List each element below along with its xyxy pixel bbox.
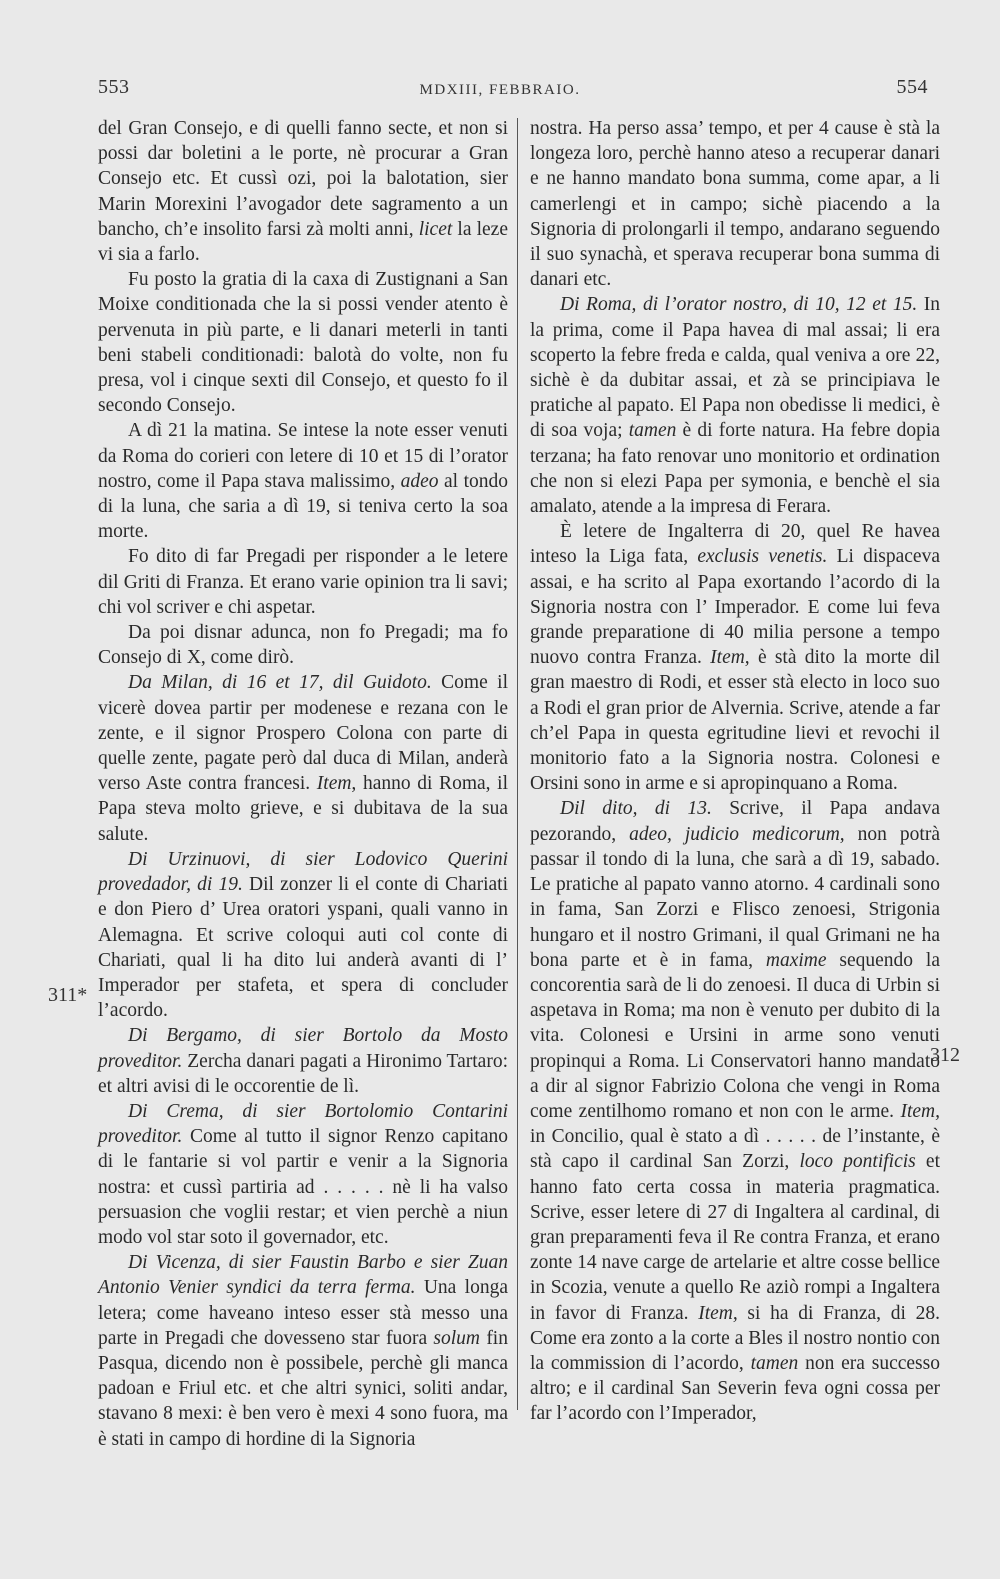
text-run: al tondo di la luna, che saria a dì 19, si teniva certo la soa morte. <box>98 470 508 543</box>
italic-text: exclusis venetis. <box>697 546 828 568</box>
text-run: Fu posto la gratia di la caxa di Zustignani a San Moixe conditionada che la si possi vender atento è pervenuta in più parte, e li danari meterli in tanti beni stabeli conditionadi: balotà do volte, non fu presa, vol i cinque sexti dil Consejo, et questo fo il secondo Consejo. <box>98 269 508 417</box>
text-run: non potrà passar il tondo di la luna, che sarà a dì 19, sabado. Le pratiche al papato vanno atorno. 4 cardinali sono in fama, San Zorzi e Flisco zenoesi, Strigonia hungaro et il nostro Grimani, il qual Grimani ne ha bona parte et è in fama, <box>530 823 940 971</box>
italic-text: Item, <box>698 1302 738 1324</box>
text-run: Fo dito di far Pregadi per risponder a le letere dil Griti di Franza. Et erano varie opinion tra li savi; chi vol scriver e chi aspetar. <box>98 546 508 618</box>
text-run: Li dispaceva assai, e ha scrito al Papa exortando l’acordo di la Signoria nostra con l’ Imperador. E come lui feva grande preparatione di 40 milia persone a tempo nuovo contra Franza. <box>530 546 940 669</box>
text-run: è stà dito la morte dil gran maestro di Rodi, et esser stà electo in loco suo a Rodi el gran prior de Alvernia. Scrive, atende a far ch’el Papa in questa egritudine lievi et revochi il monitorio fato a la Signoria nostra. Colonesi e Orsini sono in arme e si apropinquano a Roma. <box>530 647 940 795</box>
paragraph <box>98 116 508 267</box>
text-run: È letere de Ingalterra di 20, quel Re havea inteso la Liga fata, <box>530 521 940 568</box>
text-run: In la prima, come il Papa havea di mal assai; li era scoperto la febre freda e calda, qual veniva a ore 22, sichè è da dubitar assai, et zà se principiava le pratiche al papato. El Papa non obedisse li medici, è di soa voja; <box>530 294 940 442</box>
text-run: Scrive, il Papa andava pezorando, <box>530 798 941 845</box>
paragraph <box>530 292 940 519</box>
italic-text: loco pontificis <box>799 1151 916 1173</box>
italic-text: Di Bergamo, di sier Bortolo da Mosto proveditor. <box>98 1025 508 1072</box>
text-run: fin Pasqua, dicendo non è possibele, perchè gli manca padoan e Friul etc. et che altri synici, soliti andar, stavano 8 mexi: è ben vero è mexi 4 sono fuora, ma è stati in campo di hordine di la Signoria <box>98 1327 508 1450</box>
text-run: la leze vi sia a farlo. <box>98 218 508 266</box>
italic-text: Di Roma, di l’orator nostro, di 10, 12 et 15. <box>560 294 918 316</box>
text-run: A dì 21 la matina. Se intese la note esser venuti da Roma do corieri con letere di 10 et 15 di l’orator nostro, come il Papa stava malissimo, <box>98 420 508 492</box>
text-run: Una longa letera; come haveano inteso esser stà messo una parte in Pregadi che dovesseno star fuora <box>98 1277 508 1349</box>
paragraph <box>98 418 508 544</box>
text-run: Dil zonzer li el conte di Chariati e don Piero d’ Urea oratori yspani, quali vanno in Alemagna. Et scrive coloqui auti col conte di Chariati, qual li ha dito lui anderà avanti di l’ Imperador per stafeta, et spera di concluder l’acordo. <box>98 874 508 1022</box>
italic-text: Item, <box>900 1100 940 1122</box>
text-run: in Concilio, qual è stato a dì . . . . . de l’instante, è stà capo il cardinal San Zorzi, <box>530 1126 940 1173</box>
margin-note-right: 312 <box>930 1044 960 1066</box>
paragraph <box>98 1099 508 1250</box>
italic-text: solum <box>433 1327 481 1349</box>
page-number-left: 553 <box>98 76 130 98</box>
text-run: hanno di Roma, il Papa steva molto grieve, e si dubitava de la sua salute. <box>98 773 508 845</box>
paragraph <box>98 670 508 846</box>
italic-text: Di Crema, di sier Bortolomio Contarini proveditor. <box>98 1100 508 1148</box>
text-run: Come il vicerè dovea partir per modenese e rezana con le zente, e il signor Prospero Colona con parte di quelle zente, pagate però dal duca di Milan, anderà verso Aste contra francesi. <box>98 672 508 795</box>
column-divider <box>517 118 518 1410</box>
text-run: è di forte natura. Ha febre dopia terzana; ha fato renovar uno monitorio et ordination che non si elezi Papa per symonia, e benchè el sia amalato, atende a la impresa di Ferara. <box>530 420 941 518</box>
text-run: Come al tutto il signor Renzo capitano di le fantarie si vol partir e venir a la Signoria nostra: et cussì partiria ad . . . . . nè li ha valso persuasion che voglii restar; et vien perchè a niun modo vol star soto il governador, etc. <box>98 1126 508 1248</box>
italic-text: tamen <box>628 420 677 442</box>
text-run: nostra. Ha perso assa’ tempo, et per 4 cause è stà la longeza loro, perchè hanno ateso a recuperar danari e ne hanno mandato bona summa, come apar, a li camerlengi et in campo; sichè piacendo a la Signoria di prolongarli il tempo, andarano seguendo il suo synachà, et sperava recuperar bona summa di danari etc. <box>530 118 940 291</box>
italic-text: Di Vicenza, di sier Faustin Barbo e sier Zuan Antonio Venier syndici da terra ferma. <box>98 1252 508 1299</box>
text-run: non era successo altro; e il cardinal San Severin feva ogni cossa per far l’acordo con l’Imperador, <box>530 1352 940 1425</box>
paragraph <box>98 620 508 670</box>
text-run: sequendo la concorentia sarà de li do zenoesi. Il duca di Urbin si aspetava in Roma; ma non è venuto per dubito di la vita. Colonesi e Ursini in arme sono venuti propinqui a Roma. Li Conservatori hanno mandato a dir al signor Fabrizio Colona che vengi in Roma come zentilhomo romano et non con le arme. <box>530 949 940 1122</box>
paragraph <box>98 847 508 1023</box>
paragraph <box>530 519 940 796</box>
italic-text: Item, <box>316 773 357 795</box>
paragraph <box>98 1023 508 1099</box>
italic-text: adeo <box>400 470 439 492</box>
italic-text: Dil dito, di 13. <box>560 798 712 820</box>
text-run: Zercha danari pagati a Hironimo Tartaro: et altri avisi di le occorentie de lì. <box>98 1050 508 1097</box>
italic-text: maxime <box>765 949 827 971</box>
paragraph <box>98 544 508 620</box>
italic-text: Da Milan, di 16 et 17, dil Guidoto. <box>128 672 432 694</box>
italic-text: Di Urzinuovi, di sier Lodovico Querini provedador, di 19. <box>98 848 508 896</box>
page-number-right: 554 <box>896 76 928 98</box>
text-run: del Gran Consejo, e di quelli fanno secte, et non si possi dar boletini a le porte, nè procurar a Gran Consejo etc. Et cussì ozi, poi la balotation, sier Marin Morexini l’avogador dete sagramento a un bancho, ch’e insolito farsi zà molti anni, <box>98 118 508 240</box>
italic-text: adeo, judicio medicorum, <box>629 823 845 845</box>
paragraph <box>530 116 940 292</box>
running-title: MDXIII, FEBBRAIO. <box>419 82 581 98</box>
italic-text: licet <box>418 218 453 240</box>
right-column <box>530 116 940 1427</box>
text-run: Da poi disnar adunca, non fo Pregadi; ma fo Consejo di X, come dirò. <box>98 622 508 669</box>
margin-note-left: 311* <box>48 984 88 1006</box>
paragraph <box>530 796 940 1426</box>
paragraph <box>98 267 508 418</box>
left-column <box>98 116 508 1452</box>
italic-text: tamen <box>750 1352 799 1374</box>
italic-text: Item, <box>710 647 750 669</box>
text-run: et hanno fato certa cossa in materia pragmatica. Scrive, esser letere di 27 di Ingaltera al cardinal, di gran preparamenti feva il Re contra Franza, et erano zonte 14 nave carge de artelarie et altre cosse bellice in Scozia, venute a quello Re aziò rompi a Ingaltera in favor di Franza. <box>530 1151 941 1324</box>
text-run: si ha di Franza, di 28. Come era zonto a la corte a Bles il nostro nontio con la commission di l’acordo, <box>530 1302 940 1374</box>
paragraph <box>98 1250 508 1452</box>
